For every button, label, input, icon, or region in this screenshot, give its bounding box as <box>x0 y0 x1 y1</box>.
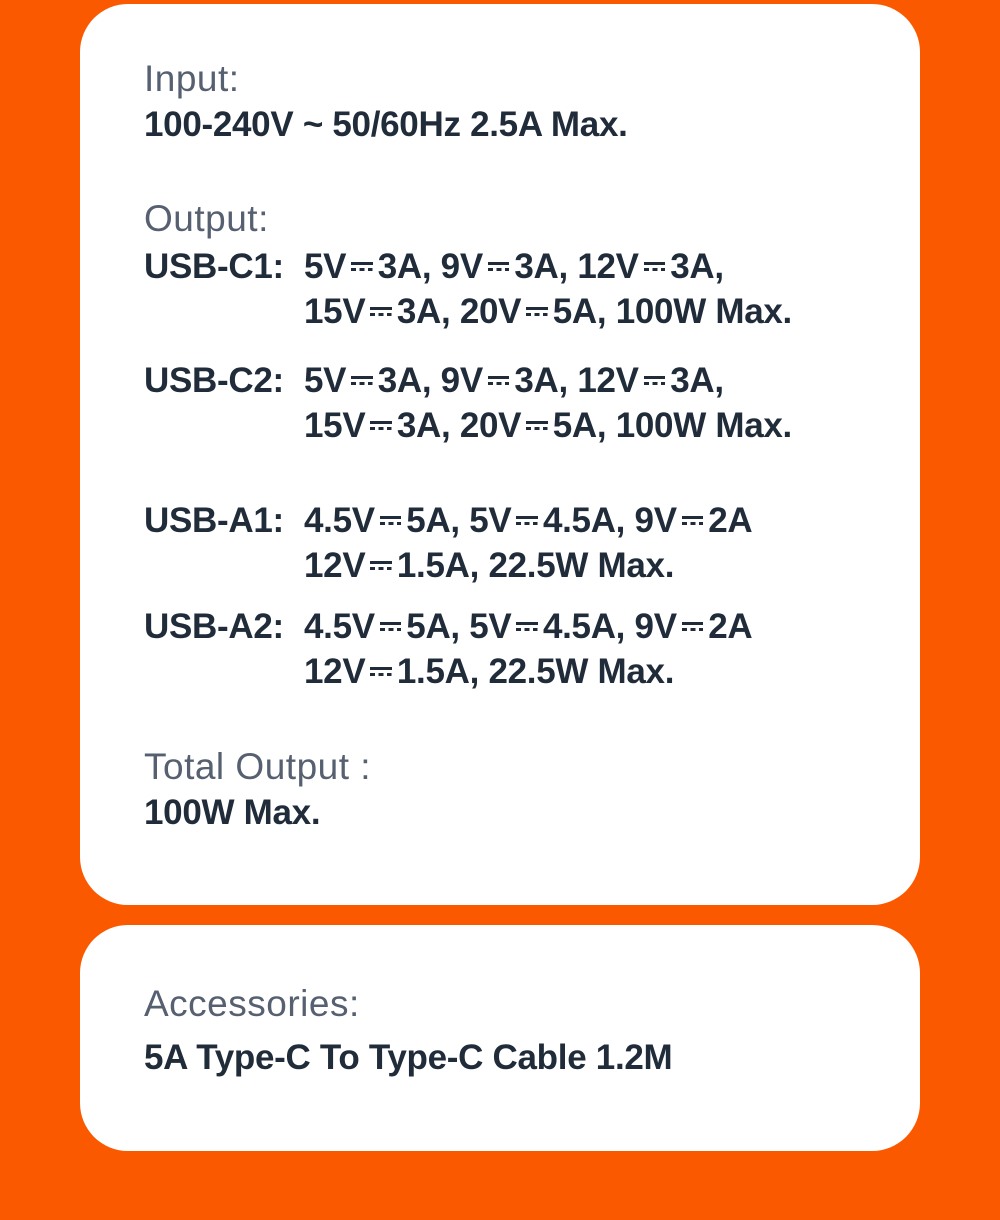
dc-symbol <box>644 376 666 390</box>
specs-card <box>80 4 920 905</box>
dc-symbol <box>380 516 402 530</box>
dc-symbol <box>682 622 704 636</box>
port-spec-line: 12V 1.5A, 22.5W Max. <box>304 546 675 585</box>
port-name-usb-a2: USB-A2: <box>144 607 284 646</box>
total-output-value: 100W Max. <box>144 793 321 832</box>
dc-symbol <box>370 667 392 681</box>
port-spec-line: 4.5V 5A, 5V 4.5A, 9V 2A <box>304 501 753 540</box>
port-row-usb-c1 <box>144 244 884 334</box>
port-name-usb-c1: USB-C1: <box>144 247 284 286</box>
dc-symbol <box>351 262 373 276</box>
port-name-usb-a1: USB-A1: <box>144 501 284 540</box>
input-label: Input: <box>144 58 240 99</box>
dc-symbol <box>370 421 392 435</box>
dc-symbol <box>516 622 538 636</box>
port-specs-usb-a2 <box>304 604 884 694</box>
port-name-usb-c2: USB-C2: <box>144 361 284 400</box>
port-specs-usb-c2 <box>304 358 884 448</box>
dc-symbol <box>516 516 538 530</box>
dc-symbol <box>370 307 392 321</box>
dc-symbol <box>682 516 704 530</box>
port-specs-usb-a1 <box>304 498 884 588</box>
port-row-usb-c2 <box>144 358 884 448</box>
dc-symbol <box>370 561 392 575</box>
port-row-usb-a1 <box>144 498 884 588</box>
total-output-label: Total Output : <box>144 746 372 787</box>
dc-symbol <box>526 421 548 435</box>
dc-symbol <box>488 262 510 276</box>
input-value: 100-240V ~ 50/60Hz 2.5A Max. <box>144 105 628 144</box>
port-spec-line: 5V 3A, 9V 3A, 12V 3A, <box>304 247 724 286</box>
port-spec-line: 5V 3A, 9V 3A, 12V 3A, <box>304 361 724 400</box>
accessories-card <box>80 925 920 1151</box>
dc-symbol <box>488 376 510 390</box>
dc-symbol <box>644 262 666 276</box>
output-label: Output: <box>144 198 269 239</box>
dc-symbol <box>380 622 402 636</box>
port-spec-line: 12V 1.5A, 22.5W Max. <box>304 652 675 691</box>
accessories-value: 5A Type-C To Type-C Cable 1.2M <box>144 1038 673 1077</box>
dc-symbol <box>526 307 548 321</box>
dc-symbol <box>351 376 373 390</box>
port-specs-usb-c1 <box>304 244 884 334</box>
accessories-label: Accessories: <box>144 983 360 1024</box>
port-spec-line: 15V 3A, 20V 5A, 100W Max. <box>304 406 792 445</box>
port-row-usb-a2 <box>144 604 884 694</box>
port-spec-line: 4.5V 5A, 5V 4.5A, 9V 2A <box>304 607 753 646</box>
port-spec-line: 15V 3A, 20V 5A, 100W Max. <box>304 292 792 331</box>
output-ports-list <box>144 244 884 694</box>
